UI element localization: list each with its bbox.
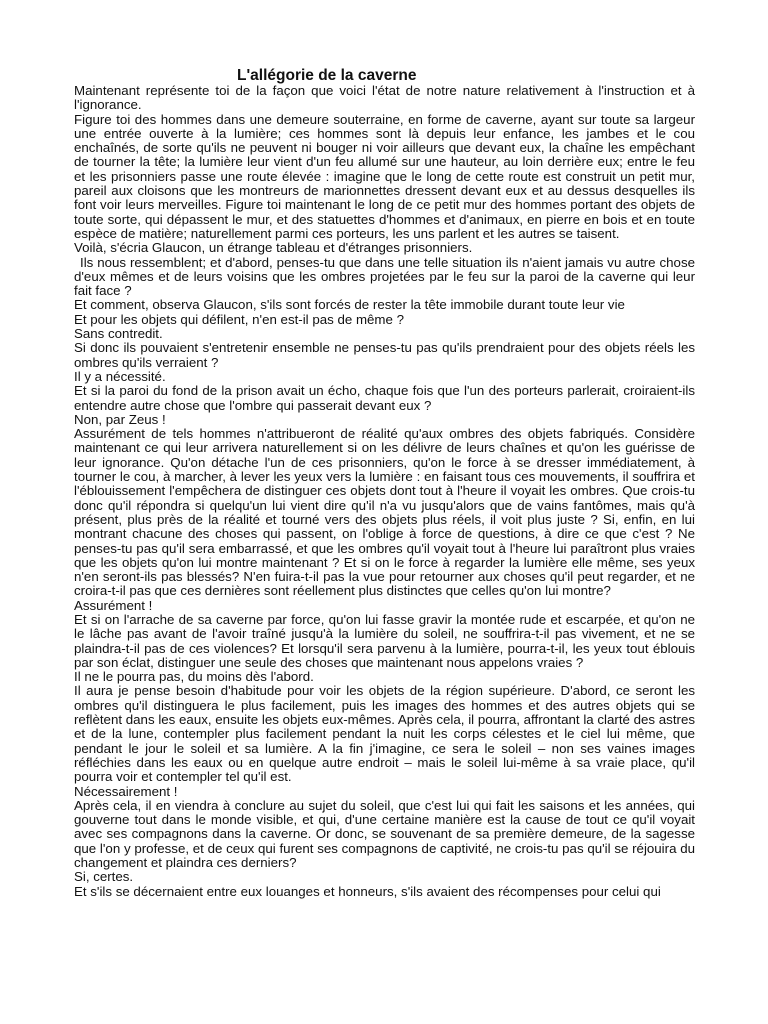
paragraph: Si donc ils pouvaient s'entretenir ensemble ne penses-tu pas qu'ils prendraient pour des objets réels les ombres qu'ils verraient ? — [74, 340, 695, 370]
paragraph: Maintenant représente toi de la façon que voici l'état de notre nature relativement à l'instruction et à l'ignorance. — [74, 83, 695, 113]
paragraph: Après cela, il en viendra à conclure au sujet du soleil, que c'est lui qui fait les saisons et les années, qui gouverne tout dans le monde visible, et qui, d'une certaine manière est la cause de tout ce qu'il voyait avec ses compagnons dans la caverne. Or donc, se souvenant de sa première demeure, de la sagesse que l'on y professe, et de ceux qui furent ses compagnons de captivité, ne crois-tu pas qu'il se réjouira du changement et plaindra ces derniers? — [74, 797, 695, 871]
paragraph: Et s'ils se décernaient entre eux louanges et honneurs, s'ils avaient des récompenses pour celui qui — [74, 883, 661, 899]
paragraph: Voilà, s'écria Glaucon, un étrange tableau et d'étranges prisonniers. — [74, 240, 473, 256]
paragraph: Non, par Zeus ! — [74, 411, 166, 427]
paragraph: Assurément de tels hommes n'attribueront de réalité qu'aux ombres des objets fabriqués. Considère maintenant ce qui leur arrivera naturellement si on les délivre de leurs chaînes et qu'on les guérisse de leur ignorance. Qu'on détache l'un de ces prisonniers, qu'on le force à se dresser immédiatement, à tourner le cou, à marcher, à lever les yeux vers la lumière : en faisant tous ces mouvements, il souffrira et l'éblouissement l'empêchera de distinguer ces objets dont tout à l'heure il voyait les ombres. Que crois-tu donc qu'il répondra si quelqu'un lui vient dire qu'il n'a vu jusqu'alors que de vains fantômes, mais qu'à présent, plus près de la réalité et tourné vers des objets plus réels, il voit plus juste ? Si, enfin, en lui montrant chacune des choses qui passent, on l'oblige à force de questions, à dire ce que c'est ? Ne penses-tu pas qu'il sera embarrassé, et que les ombres qu'il voyait tout à l'heure lui paraîtront plus vraies que les objets qu'on lui montre maintenant ? Et si on le force à regarder la lumière elle même, ses yeux n'en seront-ils pas blessés? N'en fuira-t-il pas la vue pour retourner aux choses qu'il peut regarder, et ne croira-t-il pas que ces dernières sont réellement plus distinctes que celles qu'on lui montre? — [74, 426, 695, 599]
paragraph: Il y a nécessité. — [74, 368, 166, 384]
document-title: L'allégorie de la caverne — [237, 67, 417, 84]
paragraph: Et comment, observa Glaucon, s'ils sont forcés de rester la tête immobile durant toute leur vie — [74, 297, 625, 313]
paragraph: Et si on l'arrache de sa caverne par force, qu'on lui fasse gravir la montée rude et escarpée, et qu'on ne le lâche pas avant de l'avoir traîné jusqu'à la lumière du soleil, ne souffrira-t-il pas vivement, et ne se plaindra-t-il pas de ces violences? Et lorsqu'il sera parvenu à la lumière, pourra-t-il, les yeux tout éblouis par son éclat, distinguer une seule des choses que maintenant nous appelons vraies ? — [74, 611, 695, 670]
paragraph: Nécessairement ! — [74, 783, 178, 799]
paragraph: Et si la paroi du fond de la prison avait un écho, chaque fois que l'un des porteurs parlerait, croiraient-ils entendre autre chose que l'ombre qui passerait devant eux ? — [74, 383, 695, 413]
paragraph: Si, certes. — [74, 869, 134, 885]
paragraph: Assurément ! — [74, 597, 153, 613]
document-body — [74, 84, 695, 899]
paragraph: Figure toi des hommes dans une demeure souterraine, en forme de caverne, ayant sur toute sa largeur une entrée ouverte à la lumière; ces hommes sont là depuis leur enfance, les jambes et le cou enchaînés, de sorte qu'ils ne peuvent ni bouger ni voir ailleurs que devant eux, la chaîne les empêchant de tourner la tête; la lumière leur vient d'un feu allumé sur une hauteur, au loin derrière eux; entre le feu et les prisonniers passe une route élevée : imagine que le long de cette route est construit un petit mur, pareil aux cloisons que les montreurs de marionnettes dressent devant eux et au dessus desquelles ils font voir leurs merveilles. Figure toi maintenant le long de ce petit mur des hommes portant des objets de toute sorte, qui dépassent le mur, et des statuettes d'hommes et d'animaux, en pierre en bois et en toute espèce de matière; naturellement parmi ces porteurs, les uns parlent et les autres se taisent. — [74, 111, 695, 241]
paragraph: Il ne le pourra pas, du moins dès l'abord. — [74, 669, 314, 685]
paragraph: Il aura je pense besoin d'habitude pour voir les objets de la région supérieure. D'abord, ce seront les ombres qu'il distinguera le plus facilement, puis les images des hommes et des autres objets qui se reflètent dans les eaux, ensuite les objets eux-mêmes. Après cela, il pourra, affrontant la clarté des astres et de la lune, contempler plus facilement pendant la nuit les corps célestes et le ciel lui même, que pendant le jour le soleil et sa lumière. A la fin j'imagine, ce sera le soleil – non ses vaines images réfléchies dans les eaux ou en quelque autre endroit – mais le soleil lui-même à sa vraie place, qu'il pourra voir et contempler tel qu'il est. — [74, 683, 695, 785]
paragraph: Et pour les objets qui défilent, n'en est-il pas de même ? — [74, 311, 404, 327]
document-page — [74, 67, 695, 899]
paragraph: Ils nous ressemblent; et d'abord, penses-tu que dans une telle situation ils n'aient jamais vu autre chose d'eux mêmes et de leurs voisins que les ombres projetées par le feu sur la paroi de la caverne qui leur fait face ? — [74, 254, 695, 299]
paragraph: Sans contredit. — [74, 326, 163, 342]
